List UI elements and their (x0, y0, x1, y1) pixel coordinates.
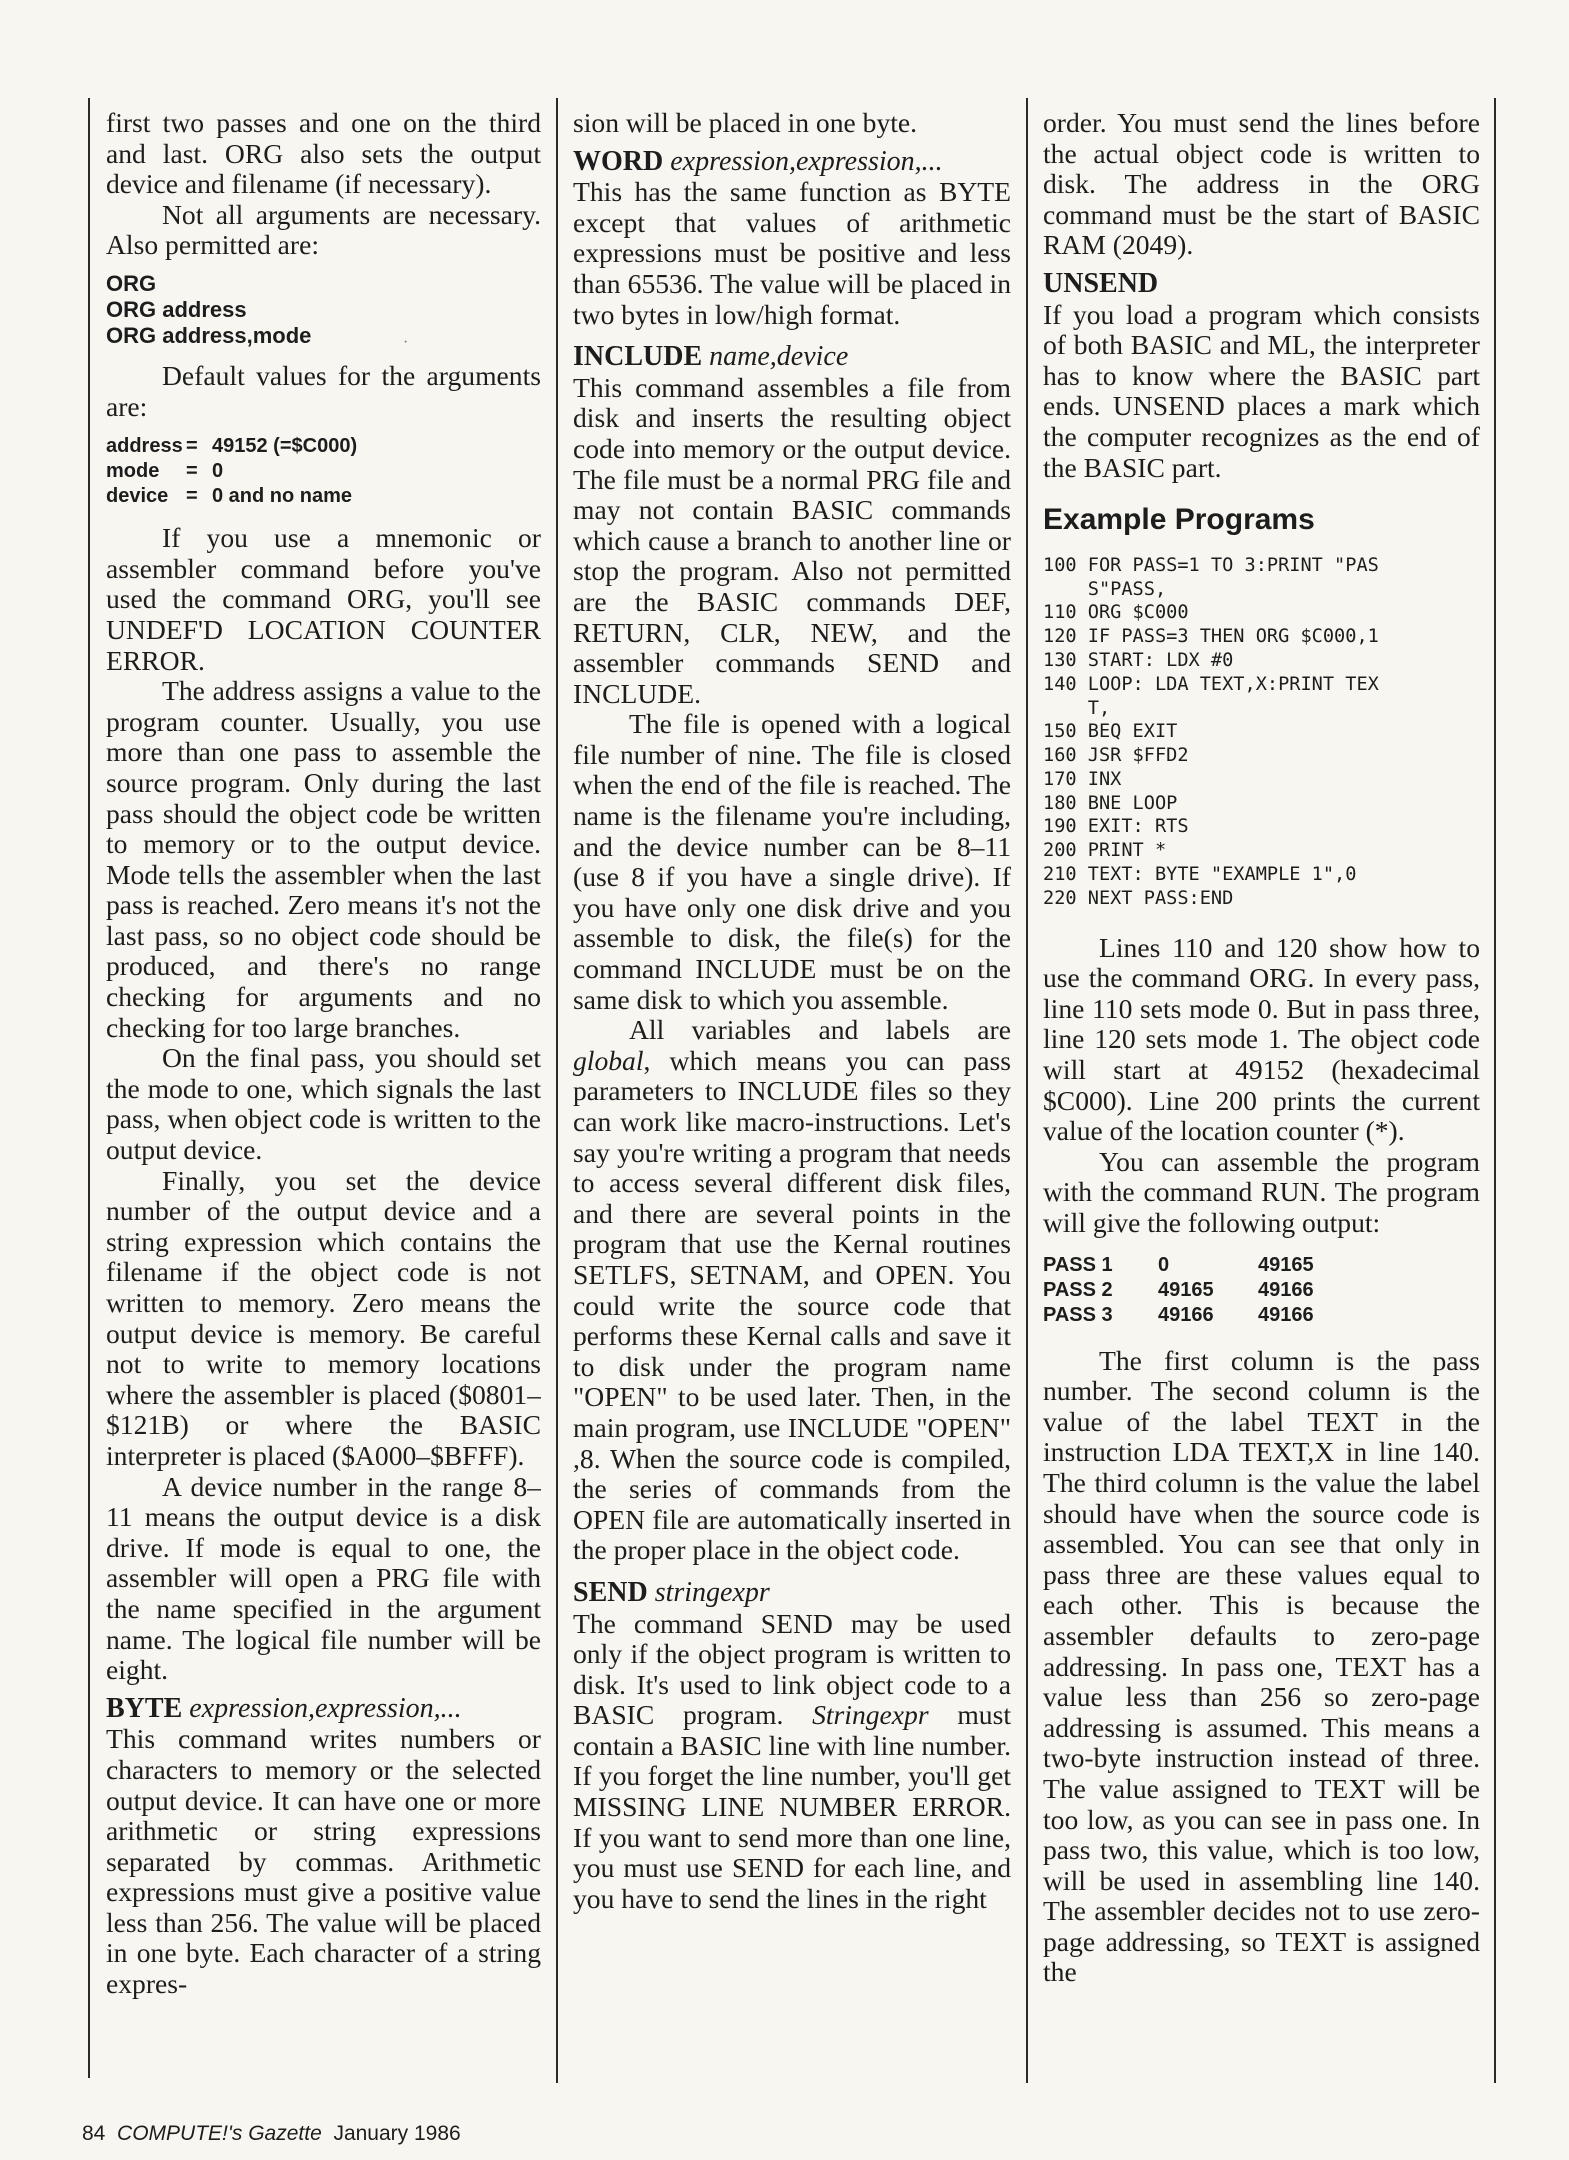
column-2 (573, 108, 1011, 2083)
paragraph: All variables and labels are global, which means you can pass parameters to INCLUDE files so they can work like macro-instructions. Let's say you're writing a program that needs to access several different disk files, and there are several points in the program that use the Kernal routines SETLFS, SETNAM, and OPEN. You could write the source code that performs these Kernal calls and save it to disk under the program name "OPEN" to be used later. Then, in the main program, use INCLUDE "OPEN" ,8. When the source code is compiled, the series of commands from the OPEN file are automatically inserted in the proper place in the object code. (573, 1014, 1011, 1566)
org-form: ORG address,mode (106, 322, 312, 348)
pass-output-table (1043, 1253, 1480, 1328)
pass-row: PASS 2 49165 49166 (1043, 1278, 1314, 1301)
paragraph: Default values for the arguments are: (106, 359, 541, 422)
paragraph: The address assigns a value to the program counter. Usually, you use more than one pass to assemble the source program. Only during the last pass should the object code be written to memory or to the output device. Mode tells the assembler when the last pass is reached. Zero means it's not the last pass, so no object code should be produced, and there's no range checking for arguments and no checking for too large branches. (106, 675, 541, 1043)
paragraph: This command assembles a file from disk and inserts the resulting object code into memory or the output device. The file must be a normal PRG file and may not contain BASIC commands which cause a branch to another line or stop the program. Also not permitted are the BASIC commands DEF, RETURN, CLR, NEW, and the assembler commands SEND and INCLUDE. (573, 371, 1011, 709)
column-rule-2 (1026, 98, 1028, 2083)
stray-mark: · (403, 334, 409, 351)
default-row: address = 49152 (=$C000) (106, 435, 358, 458)
paragraph: Lines 110 and 120 show how to use the command ORG. In every pass, line 110 sets mode 0. But in pass three, line 120 sets mode 1. The object code will start at 49152 (hexadecimal $C000). Line 200 prints the current value of the location counter (*). (1043, 931, 1480, 1147)
paragraph: first two passes and one on the third and last. ORG also sets the output device and filename (if necessary). (106, 108, 541, 200)
issue-date: January 1986 (333, 2122, 461, 2145)
paragraph: If you load a program which consists of both BASIC and ML, the interpreter has to know where the BASIC part ends. UNSEND places a mark which the computer recognizes as the end of the BASIC part. (1043, 298, 1480, 483)
pass-row: PASS 3 49166 49166 (1043, 1303, 1314, 1326)
page-footer (82, 2122, 461, 2146)
include-heading: INCLUDE name,device (573, 341, 849, 373)
column-1 (106, 108, 541, 2083)
pass-row: PASS 1 0 49165 (1043, 1253, 1314, 1276)
code-listing: 100 FOR PASS=1 TO 3:PRINT "PAS S"PASS, 110 ORG $C000 120 IF PASS=3 THEN ORG $C000,1 130 START: LDX #0 140 LOOP: LDA TEXT,X:PRINT TEX T, 150 BEQ EXIT 160 JSR $FFD2 170 INX 180 BNE LOOP 190 EXIT: RTS 200 PRINT * 210 TEXT: BYTE "EXAMPLE 1",0 220 NEXT PASS:END (1043, 554, 1379, 909)
paragraph: The file is opened with a logical file number of nine. The file is closed when the end of the file is reached. The name is the filename you're including, and the device number can be 8–11 (use 8 if you have a single drive). If you have only one disk drive and you assemble to disk, the file(s) for the command INCLUDE must be on the same disk to which you assemble. (573, 708, 1011, 1015)
section-title: Example Programs (1043, 503, 1315, 537)
unsend-heading: UNSEND (1043, 267, 1159, 299)
paragraph: A device number in the range 8–11 means the output device is a disk drive. If mode is equal to one, the assembler will open a PRG file with the name specified in the argument name. The logical file number will be eight. (106, 1470, 541, 1686)
column-rule-left (88, 98, 90, 2078)
word-heading: WORD expression,expression,... (573, 145, 943, 177)
paragraph: The first column is the pass number. The second column is the value of the label TEXT in the instruction LDA TEXT,X in line 140. The third column is the value the label should have when the source code is assembled. You can see that only in pass three are these values equal to each other. This is because the assembler defaults to zero-page addressing. In pass one, TEXT has a value less than 256 so zero-page addressing is assumed. This means a two-byte instruction instead of three. The value assigned to TEXT will be too low, as you can see in pass one. In pass two, this value, which is too low, will be used in assembling line 140. The assembler decides not to use zero-page addressing, so TEXT is assigned the (1043, 1344, 1480, 1988)
byte-heading: BYTE expression,expression,... (106, 1692, 462, 1724)
org-form: ORG (106, 270, 157, 296)
magazine-name: COMPUTE!'s Gazette (117, 2122, 322, 2145)
paragraph: The command SEND may be used only if the object program is written to disk. It's used to link object code to a BASIC program. Stringexpr must contain a BASIC line with line number. If you forget the line number, you'll get MISSING LINE NUMBER ERROR. If you want to send more than one line, you must use SEND for each line, and you have to send the lines in the right (573, 1607, 1011, 1914)
defaults-list (106, 434, 541, 509)
paragraph: If you use a mnemonic or assembler command before you've used the command ORG, you'll see UNDEF'D LOCATION COUNTER ERROR. (106, 522, 541, 676)
column-rule-1 (556, 98, 558, 2083)
paragraph: You can assemble the program with the command RUN. The program will give the following output: (1043, 1145, 1480, 1239)
paragraph: This has the same function as BYTE except that values of arithmetic expressions must be positive and less than 65536. The value will be placed in two bytes in low/high format. (573, 176, 1011, 330)
column-rule-right (1494, 98, 1496, 2083)
paragraph: order. You must send the lines before the actual object code is written to disk. The address in the ORG command must be the start of BASIC RAM (2049). (1043, 108, 1480, 261)
default-row: device = 0 and no name (106, 485, 353, 508)
default-row: mode = 0 (106, 460, 224, 483)
column-3 (1043, 108, 1480, 2083)
org-forms (106, 271, 541, 349)
send-heading: SEND stringexpr (573, 1576, 770, 1608)
paragraph: sion will be placed in one byte. (573, 108, 918, 138)
paragraph: Finally, you set the device number of the output device and a string expression which contains the filename if the object code is not written to memory. Zero means the output device is memory. Be careful not to write to memory locations where the assembler is placed ($0801–$121B) or where the BASIC interpreter is placed ($A000–$BFFF). (106, 1164, 541, 1471)
org-form: ORG address (106, 296, 247, 322)
paragraph: Not all arguments are necessary. Also permitted are: (106, 198, 541, 261)
page-number: 84 (82, 2122, 106, 2145)
paragraph: On the final pass, you should set the mode to one, which signals the last pass, when object code is written to the output device. (106, 1042, 541, 1166)
paragraph: This command writes numbers or characters to memory or the selected output device. It can have one or more arithmetic or string expressions separated by commas. Arithmetic expressions must give a positive value less than 256. The value will be placed in one byte. Each character of a string expres- (106, 1723, 541, 2000)
